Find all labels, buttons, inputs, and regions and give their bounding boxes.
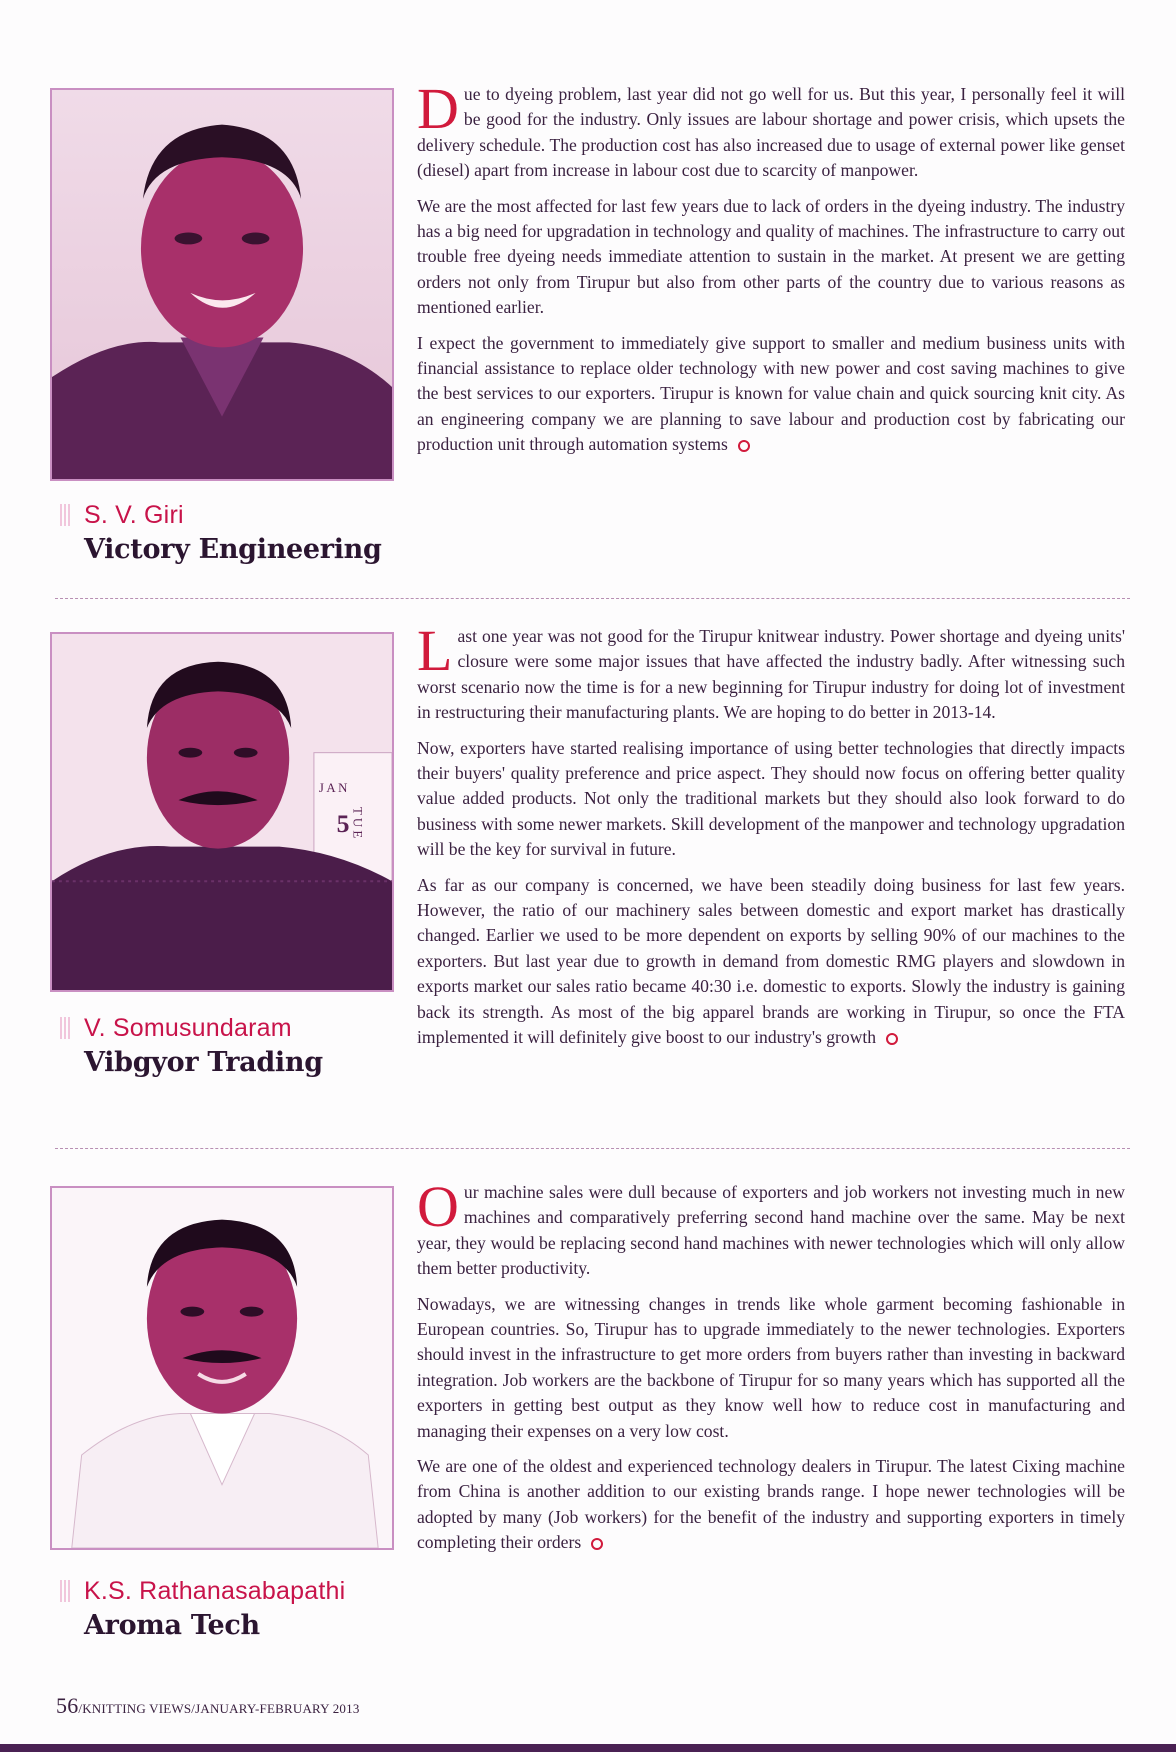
company-name: Aroma Tech — [84, 1610, 260, 1641]
portrait-image-3 — [52, 1188, 392, 1548]
bottom-border-bar — [0, 1744, 1176, 1752]
person-info-1 — [60, 500, 382, 570]
interview-text-3 — [417, 1174, 1125, 1566]
portrait-image-2 — [52, 634, 392, 990]
person-name — [60, 500, 382, 530]
calendar-day: 5 — [336, 808, 350, 838]
publication-info: /KNITTING VIEWS/JANUARY-FEBRUARY 2013 — [78, 1701, 360, 1716]
person-info-2 — [60, 1013, 323, 1083]
person-info-3 — [60, 1576, 345, 1646]
drop-cap: D — [417, 76, 459, 141]
person-name — [60, 1576, 345, 1606]
calendar-weekday: T U E — [350, 807, 365, 839]
portrait-image-1 — [52, 90, 392, 479]
interview-text-1 — [417, 76, 1125, 468]
paragraph: We are the most affected for last few years due to lack of orders in the dyeing industry. The industry has a big need for upgradation in technology and quality of machines. The infrastructure to carry out trouble free dyeing needs immediate attention to sustain in the market. At present we are getting orders not only from Tirupur but also from other parts of the country due to various reasons as mentioned earlier. — [417, 195, 1125, 318]
portrait-photo-1 — [50, 88, 394, 481]
end-of-article-icon — [738, 440, 750, 452]
company-name: Victory Engineering — [84, 534, 382, 565]
person-name-text: S. V. Giri — [84, 501, 184, 529]
end-of-article-icon — [591, 1538, 603, 1550]
person-name — [60, 1013, 323, 1043]
drop-cap: O — [417, 1174, 459, 1239]
paragraph: We are one of the oldest and experienced technology dealers in Tirupur. The latest Cixing machine from China is another addition to our existing brands range. I hope newer technologies will be adopted by many (Job workers) for the benefit of the industry and supporting exporters in timely completing their orders — [417, 1456, 1125, 1553]
section-divider — [55, 1148, 1130, 1149]
bullet-mark-icon — [60, 1580, 72, 1602]
bullet-mark-icon — [60, 1017, 72, 1039]
paragraph: Due to dyeing problem, last year did not go well for us. But this year, I personally feel it will be good for the industry. Only issues are labour shortage and power crisis, which upsets the delivery schedule. The production cost has also increased due to usage of external power like genset (diesel) apart from increase in labour cost due to scarcity of manpower. — [417, 76, 1125, 181]
interview-text-2 — [417, 618, 1125, 1061]
paragraph: Last one year was not good for the Tirupur knitwear industry. Power shortage and dyeing units' closure were some major issues that have affected the industry badly. After witnessing such worst scenario now the time is for a new beginning for Tirupur industry for doing lot of investment in restructuring their manufacturing plants. We are hoping to do better in 2013-14. — [417, 618, 1125, 723]
page-number: 56 — [56, 1693, 79, 1718]
drop-cap: L — [417, 618, 453, 683]
paragraph: Now, exporters have started realising importance of using better technologies that directly impacts their buyers' quality preference and price aspect. They should now focus on offering better quality value added products. Not only the traditional markets but they should also look forward to do business with some newer markets. Skill development of the manpower and technology upgradation will be the key for survival in future. — [417, 737, 1125, 860]
paragraph: As far as our company is concerned, we have been steadily doing business for last few years. However, the ratio of our machinery sales between domestic and export market has drastically changed. Earlier we used to be more dependent on exports by selling 90% of our machines to the exporters. But last year due to growth in demand from domestic RMG players and slowdown in exports market our sales ratio became 40:30 i.e. domestic to exports. Slowly the industry is gaining back its strength. As most of the big apparel brands are working in Tirupur, so once the FTA implemented it will definitely give boost to our industry's growth — [417, 874, 1125, 1048]
end-of-article-icon — [886, 1033, 898, 1045]
calendar-month: J A N — [318, 781, 348, 796]
section-divider — [55, 598, 1130, 599]
paragraph: Nowadays, we are witnessing changes in trends like whole garment becoming fashionable in European countries. So, Tirupur has to upgrade immediately to the newer technologies. Exporters should invest in the infrastructure to get more orders from buyers rather than investing in backward integration. Job workers are the backbone of Tirupur for so many years which has supported all the exporters in getting best output as they know well how to reduce cost in manufacturing and managing their expenses on a very low cost. — [417, 1293, 1125, 1441]
paragraph: I expect the government to immediately give support to smaller and medium business units with financial assistance to replace older technology with new power and cost saving machines to give the best services to our exporters. Tirupur is known for value chain and quick sourcing knit city. As an engineering company we are planning to save labour and production cost by fabricating our production unit through automation systems — [417, 332, 1125, 455]
page-footer — [56, 1693, 360, 1719]
person-name-text: K.S. Rathanasabapathi — [84, 1577, 346, 1605]
paragraph: Our machine sales were dull because of exporters and job workers not investing much in new machines and comparatively preferring second hand machine over the same. May be next year, they would be replacing second hand machines with newer technologies which will only allow them better productivity. — [417, 1174, 1125, 1279]
person-name-text: V. Somusundaram — [84, 1014, 292, 1042]
portrait-photo-3 — [50, 1186, 394, 1550]
bullet-mark-icon — [60, 504, 72, 526]
company-name: Vibgyor Trading — [84, 1047, 323, 1078]
portrait-photo-2 — [50, 632, 394, 992]
